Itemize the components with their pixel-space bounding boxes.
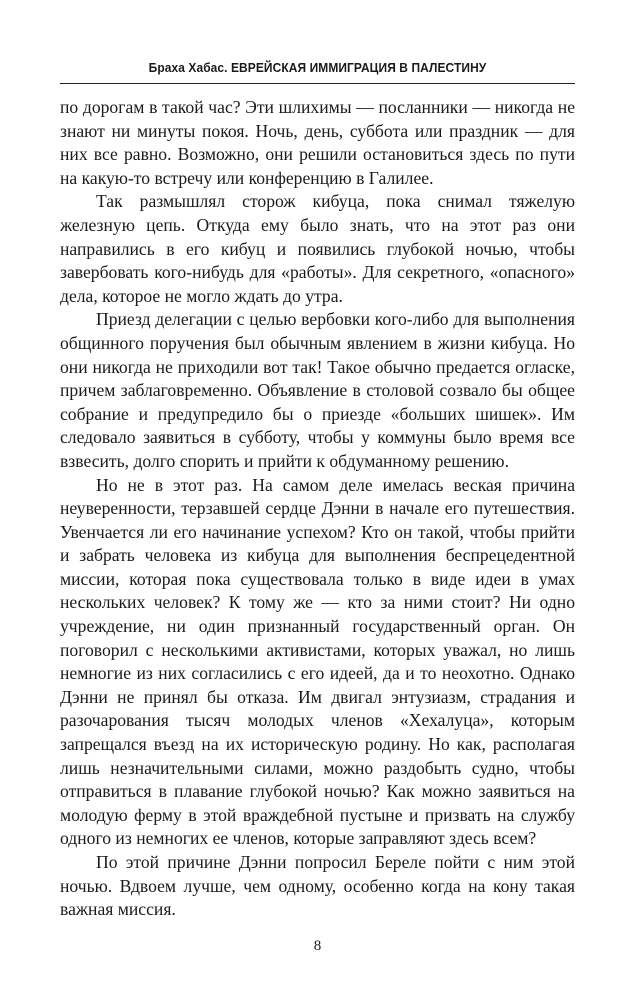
page-number: 8: [313, 938, 322, 954]
body-text: [60, 96, 575, 922]
paragraph-2: Так размышлял сторож кибуца, пока снимал тяжелую железную цепь. Откуда ему было знать, что на этот раз они направились в его кибуц и появились глубокой ночью, чтобы завербовать кого-нибудь для «работы». Для секретного, «опасного» дела, которое не могло ждать до утра.: [60, 191, 575, 306]
paragraph-3: Приезд делегации с целью вербовки кого-либо для выполнения общинного поручения был обычным явлением в жизни кибуца. Но они никогда не приходили вот так! Такое обычно предается огласке, причем заблаговременно. Объявление в столовой созвало бы общее собрание и предупредило бы о приезде «больших шишек». Им следовало заявиться в субботу, чтобы у коммуны было время все взвесить, долго спорить и прийти к обдуманному решению.: [60, 309, 575, 471]
header-rule: [60, 83, 575, 84]
paragraph-1: по дорогам в такой час? Эти шлихимы — посланники — никогда не знают ни минуты покоя. Ночь, день, суббота или праздник — для них все равно. Возможно, они решили остановиться здесь по пути на какую-то встречу или конференцию в Галилее.: [60, 97, 575, 188]
running-head: Браха Хабас. ЕВРЕЙСКАЯ ИММИГРАЦИЯ В ПАЛЕСТИНУ: [148, 60, 487, 75]
paragraph-5: По этой причине Дэнни попросил Береле пойти с ним этой ночью. Вдвоем лучше, чем одному, особенно когда на кону такая важная миссия.: [60, 852, 575, 920]
paragraph-4: Но не в этот раз. На самом деле имелась веская причина неуверенности, терзавшей сердце Дэнни в начале его путешествия. Увенчается ли его начинание успехом? Кто он такой, чтобы прийти и забрать человека из кибуца для выполнения беспрецедентной миссии, которая пока существовала только в виде идеи в умах нескольких человек? К тому же — кто за ними стоит? Ни одно учреждение, ни один признанный государственный орган. Он поговорил с несколькими активистами, которых уважал, но лишь немногие из них согласились с его идеей, да и то неохотно. Однако Дэнни не принял бы отказа. Им двигал энтузиазм, страдания и разочарования тысяч молодых членов «Хехалуца», которым запрещался въезд на их историческую родину. Но как, располагая лишь незначительными силами, можно раздобыть судно, чтобы отправиться в плавание глубокой ночью? Как можно заявиться на молодую ферму в этой враждебной пустыне и призвать на службу одного из немногих ее членов, которые заправляют здесь всем?: [60, 474, 575, 849]
